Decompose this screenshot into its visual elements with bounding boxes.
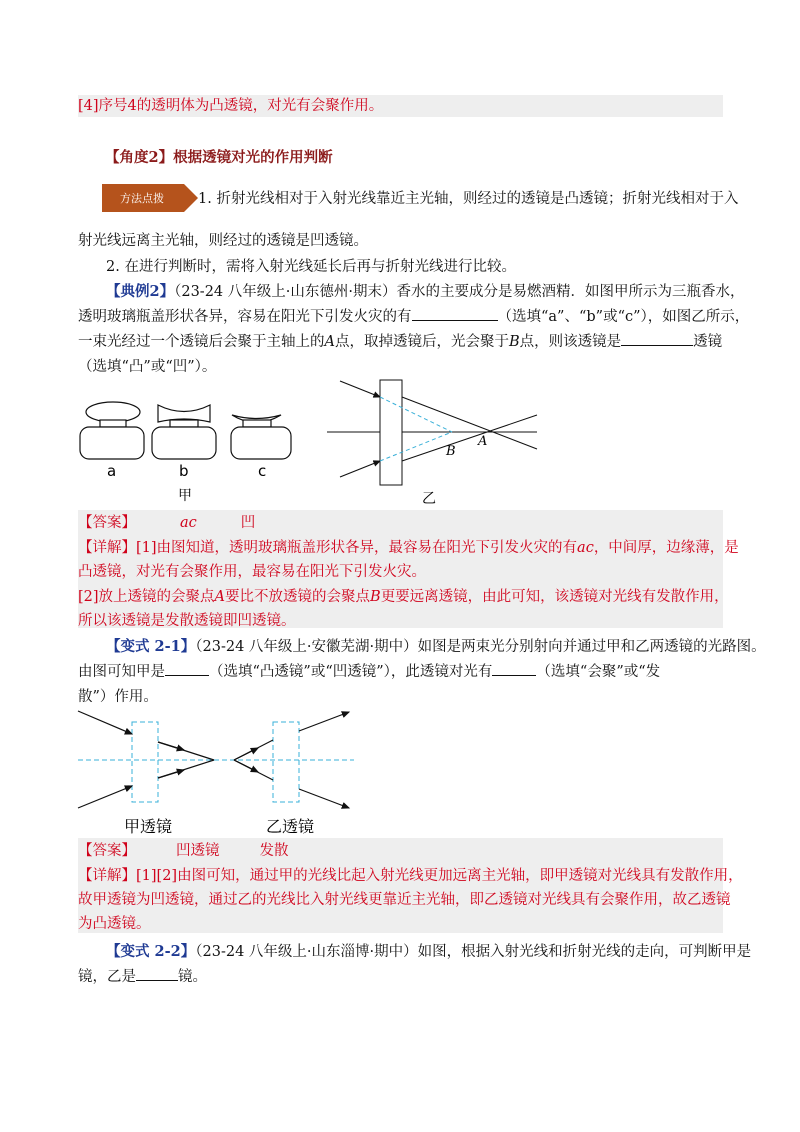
- example2-line2: [78, 306, 750, 328]
- detail3-a: [2]放上透镜的会聚点: [78, 589, 215, 605]
- lens-jia-caption: 甲透镜: [124, 817, 173, 836]
- bottle-label-b: b: [179, 462, 189, 480]
- detail-tag: 【详解】: [78, 540, 136, 556]
- bottle-c-neck: [243, 420, 271, 427]
- point-A-label: A: [478, 434, 488, 449]
- lens-yi-caption: 乙透镜: [266, 817, 315, 836]
- example2-line1-text: （23-24 八年级上·山东德州·期末）香水的主要成分是易燃酒精．如图甲所示为三瓶香水，: [174, 284, 745, 300]
- detail3-A: A: [214, 589, 226, 605]
- variant21-detail-line3: 为凸透镜。: [78, 916, 151, 932]
- jia-arrow-top: [158, 742, 184, 750]
- point-B-text: B: [508, 334, 520, 350]
- answer-value-2: 凹: [240, 515, 256, 531]
- lens-jia-box: [132, 722, 158, 802]
- perfume-bottles-figure: [72, 390, 302, 505]
- bottle-label-a: a: [107, 462, 117, 480]
- method-badge: [102, 181, 200, 215]
- variant21-line2: [78, 661, 723, 683]
- detail3-c: 更要远离透镜，由此可知，该透镜对光线有发散作用，: [380, 589, 729, 605]
- detail1-ac: ac: [577, 540, 594, 556]
- variant21-tag: 【变式 2-1】: [106, 638, 196, 655]
- answer-tag: 【答案】: [78, 515, 136, 531]
- variant22-line1: [106, 941, 751, 963]
- bottle-a-neck: [100, 420, 126, 427]
- bottle-b-body: [152, 427, 216, 459]
- variant22-line2-b: 镜。: [178, 969, 207, 985]
- variant21-line2-b: （选填“凸透镜”或“凹透镜”），此透镜对光有: [209, 664, 493, 680]
- example2-line3-b: 点，取掉透镜后，光会聚于: [334, 334, 509, 350]
- variant21-answer-2: 发散: [259, 843, 289, 859]
- detail1-tail: ，中间厚，边缘薄，是: [593, 540, 739, 556]
- point-A-text: A: [324, 334, 335, 350]
- method-badge-label: 方法点拨: [120, 192, 164, 205]
- point-B-label: B: [446, 444, 456, 459]
- variant21-blank-2[interactable]: [492, 661, 536, 676]
- variant21-blank-1[interactable]: [165, 661, 209, 676]
- yi-arrow-bottom: [234, 760, 258, 772]
- variant21-answer-1: 凹透镜: [176, 843, 220, 859]
- detail1-text: [1]由图知道，透明玻璃瓶盖形状各异，最容易在阳光下引发火灾的有: [136, 540, 578, 556]
- variant21-detail1: [1][2]由图可知，通过甲的光线比起入射光线更加远离主光轴，即甲透镜对光线具有发散作用，: [136, 868, 743, 884]
- variant21-detail-line1: [78, 865, 743, 887]
- refracted-ray-bottom: [402, 415, 537, 461]
- jia-arrow-bottom: [158, 770, 184, 778]
- example2-line4: （选填“凸”或“凹”）。: [78, 359, 217, 375]
- section-heading: 【角度2】根据透镜对光的作用判断: [105, 149, 333, 166]
- variant21-line1-text: （23-24 八年级上·安徽芜湖·期中）如图是两束光分别射向并通过甲和乙两透镜的光路图。: [195, 639, 766, 655]
- example2-line2-text: 透明玻璃瓶盖形状各异，容易在阳光下引发火灾的有: [78, 309, 412, 325]
- variant21-detail-line2: 故甲透镜为凹透镜，通过乙的光线比入射光线更靠近主光轴，即乙透镜对光线具有会聚作用，故乙透镜: [78, 892, 731, 908]
- example2-tag: 【典例2】: [106, 283, 175, 300]
- example2-detail-line1: [78, 537, 739, 559]
- bottle-a-cap: [86, 402, 140, 422]
- example2-detail-line2: 凸透镜，对光有会聚作用，最容易在阳光下引发火灾。: [78, 564, 426, 580]
- variant22-tag: 【变式 2-2】: [106, 943, 196, 960]
- incident-ray-top: [340, 381, 380, 397]
- jia-incident-top: [78, 711, 132, 734]
- refracted-ray-top: [402, 397, 537, 449]
- variant21-answer-tag: 【答案】: [78, 843, 136, 859]
- example2-detail-line4: 所以该透镜是发散透镜即凹透镜。: [78, 613, 296, 629]
- detail3-B: B: [370, 589, 381, 605]
- bottle-a-body: [80, 427, 144, 459]
- example2-line3-tail: 透镜: [693, 334, 723, 350]
- variant21-line1: [106, 636, 766, 658]
- yi-arrow-top: [234, 748, 258, 760]
- answer-blank-2[interactable]: [621, 331, 693, 346]
- variant21-line2-a: 由图可知甲是: [78, 664, 165, 680]
- lens-rect: [380, 380, 402, 485]
- variant22-blank[interactable]: [136, 966, 178, 981]
- example2-line1: [106, 281, 751, 303]
- example2-line2-tail: （选填“a”、“b”或“c”），如图乙所示，: [497, 309, 750, 325]
- example2-detail-line3: [78, 586, 729, 608]
- lens-yi-box: [273, 722, 299, 802]
- lens-ray-figure: [322, 375, 547, 510]
- example2-line3-c: 点，则该透镜是: [519, 334, 622, 350]
- bottle-label-c: c: [258, 462, 267, 480]
- prev-detail-line: [4]序号4的透明体为凸透镜，对光有会聚作用。: [78, 95, 723, 117]
- two-lens-figure: [74, 700, 364, 840]
- bottle-b-neck: [170, 420, 198, 427]
- tip1-line-b: 射光线远离主光轴，则经过的透镜是凹透镜。: [78, 233, 368, 249]
- yi-refracted-bottom: [299, 789, 349, 808]
- incident-ray-bottom: [340, 461, 380, 477]
- bottle-c-body: [231, 427, 291, 459]
- variant21-line3: 散”）作用。: [78, 689, 158, 705]
- variant21-answer: [78, 840, 723, 862]
- variant21-detail-tag: 【详解】: [78, 868, 136, 884]
- figure-yi-caption: 乙: [422, 491, 436, 507]
- answer-blank-1[interactable]: [412, 306, 498, 321]
- answer-value-1: ac: [180, 515, 197, 531]
- detail3-b: 要比不放透镜的会聚点: [225, 589, 371, 605]
- variant22-line2: [78, 966, 723, 988]
- variant22-line1-text: （23-24 八年级上·山东淄博·期中）如图，根据入射光线和折射光线的走向，可判断甲是: [195, 944, 752, 960]
- yi-refracted-top: [299, 712, 349, 731]
- example2-answer: [78, 512, 723, 534]
- variant22-line2-a: 镜，乙是: [78, 969, 136, 985]
- tip1-line-a: 1. 折射光线相对于入射光线靠近主光轴，则经过的透镜是凸透镜；折射光线相对于入: [198, 191, 739, 207]
- example2-line3: [78, 331, 723, 353]
- figure-jia-caption: 甲: [178, 488, 192, 504]
- tip2-line: 2. 在进行判断时，需将入射光线延长后再与折射光线进行比较。: [106, 259, 516, 275]
- jia-incident-bottom: [78, 786, 132, 808]
- variant21-line2-c: （选填“会聚”或“发: [536, 664, 661, 680]
- example2-line3-a: 一束光经过一个透镜后会聚于主轴上的: [78, 334, 325, 350]
